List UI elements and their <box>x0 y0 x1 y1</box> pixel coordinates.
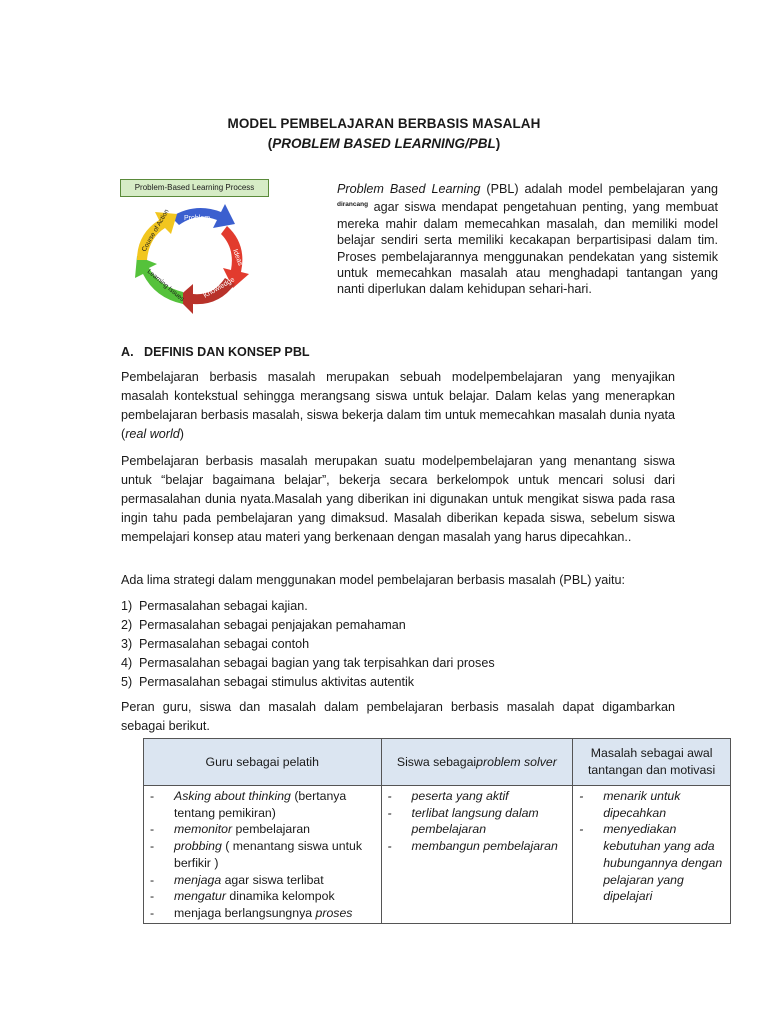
list-item: - menjaga berlangsungnya proses <box>148 905 377 922</box>
section-a-heading: A. DEFINIS DAN KONSEP PBL <box>121 345 310 359</box>
list-item: 4) Permasalahan sebagai bagian yang tak terpisahkan dari proses <box>121 656 495 670</box>
student-cell <box>381 786 573 924</box>
list-item: - memonitor pembelajaran <box>148 821 377 838</box>
label-course-of-action: Course of Action <box>140 208 171 253</box>
list-item: 1) Permasalahan sebagai kajian. <box>121 599 308 613</box>
list-item: - menarik untuk dipecahkan <box>577 788 726 821</box>
header-student: Siswa sebagaiproblem solver <box>381 739 573 786</box>
paragraph-4: Peran guru, siswa dan masalah dalam pembelajaran berbasis masalah dapat digambarkan sebagai berikut. <box>121 700 675 733</box>
list-item: 3) Permasalahan sebagai contoh <box>121 637 310 651</box>
figure-caption: Problem-Based Learning Process <box>120 179 269 197</box>
segment-course <box>137 212 177 260</box>
list-item: - terlibat langsung dalam pembelajaran <box>386 805 569 838</box>
list-item: - menjaga agar siswa terlibat <box>148 872 377 889</box>
list-item: - probbing ( menantang siswa untuk berfikir ) <box>148 838 377 871</box>
table-row <box>144 786 731 924</box>
list-item: - Asking about thinking (bertanya tentang pemikiran) <box>148 788 377 821</box>
cycle-diagram <box>119 176 271 324</box>
paragraph-2: Pembelajaran berbasis masalah merupakan suatu modelpembelajaran yang menantang siswa untuk “belajar bagaimana belajar”, bekerja secara berkelompok untuk mencari solusi dari permasalahan dunia nyata.Masalah yang diberikan ini digunakan untuk mengikat siswa pada rasa ingin tahu pada pembelajaran yang dimaksud. Masalah diberikan kepada siswa, sebelum siswa mempelajari konsep atau materi yang berkenaan dengan masalah yang harus dipecahkan.. <box>121 454 675 544</box>
list-item: - membangun pembelajaran <box>386 838 569 855</box>
list-item: - peserta yang aktif <box>386 788 569 805</box>
label-knowledge: Knowledge <box>202 276 236 300</box>
intro-paragraph: Problem Based Learning (PBL) adalah model pembelajaran yang $^{dirancang}$ agar siswa mendapat pengetahuan penting, yang membuat mereka mahir dalam memecahkan masalah, dan memiliki model belajar sendiri serta memiliki kecakapan berpartisipasi dalam tim. Proses pembelajarannya menggunakan pendekatan yang sistemik untuk memecahkan masalah atau menghadapi tantangan yang nanti diperlukan dalam kehidupan sehari-hari. <box>337 182 718 297</box>
document-title: MODEL PEMBELAJARAN BERBASIS MASALAH <box>227 116 541 131</box>
paragraph-3: Ada lima strategi dalam menggunakan model pembelajaran berbasis masalah (PBL) yaitu: <box>121 573 626 587</box>
pbl-process-figure <box>119 176 271 324</box>
header-teacher: Guru sebagai pelatih <box>144 739 382 786</box>
table-header-row <box>144 739 731 786</box>
paragraph-1: Pembelajaran berbasis masalah merupakan sebuah modelpembelajaran yang menyajikan masalah kontekstual sehingga merangsang siswa untuk belajar. Dalam kelas yang menerapkan pembelajaran berbasis masalah, siswa bekerja dalam tim untuk memecahkan masalah dunia nyata (real world) <box>121 370 675 441</box>
roles-table <box>143 738 731 924</box>
strategy-list <box>121 597 675 692</box>
label-ideas: Ideas <box>231 248 244 267</box>
list-item: 2) Permasalahan sebagai penjajakan pemahaman <box>121 618 406 632</box>
list-item: - mengatur dinamika kelompok <box>148 888 377 905</box>
label-learning-issues: Learning Issues <box>145 268 186 304</box>
list-item: - menyediakan kebutuhan yang ada hubungannya dengan pelajaran yang dipelajari <box>577 821 726 905</box>
header-problem: Masalah sebagai awal tantangan dan motivasi <box>573 739 731 786</box>
document-subtitle: (PROBLEM BASED LEARNING/PBL) <box>267 136 501 151</box>
teacher-cell <box>144 786 382 924</box>
list-item: 5) Permasalahan sebagai stimulus aktivitas autentik <box>121 675 415 689</box>
problem-cell <box>573 786 731 924</box>
label-problem: Problem <box>183 215 211 222</box>
